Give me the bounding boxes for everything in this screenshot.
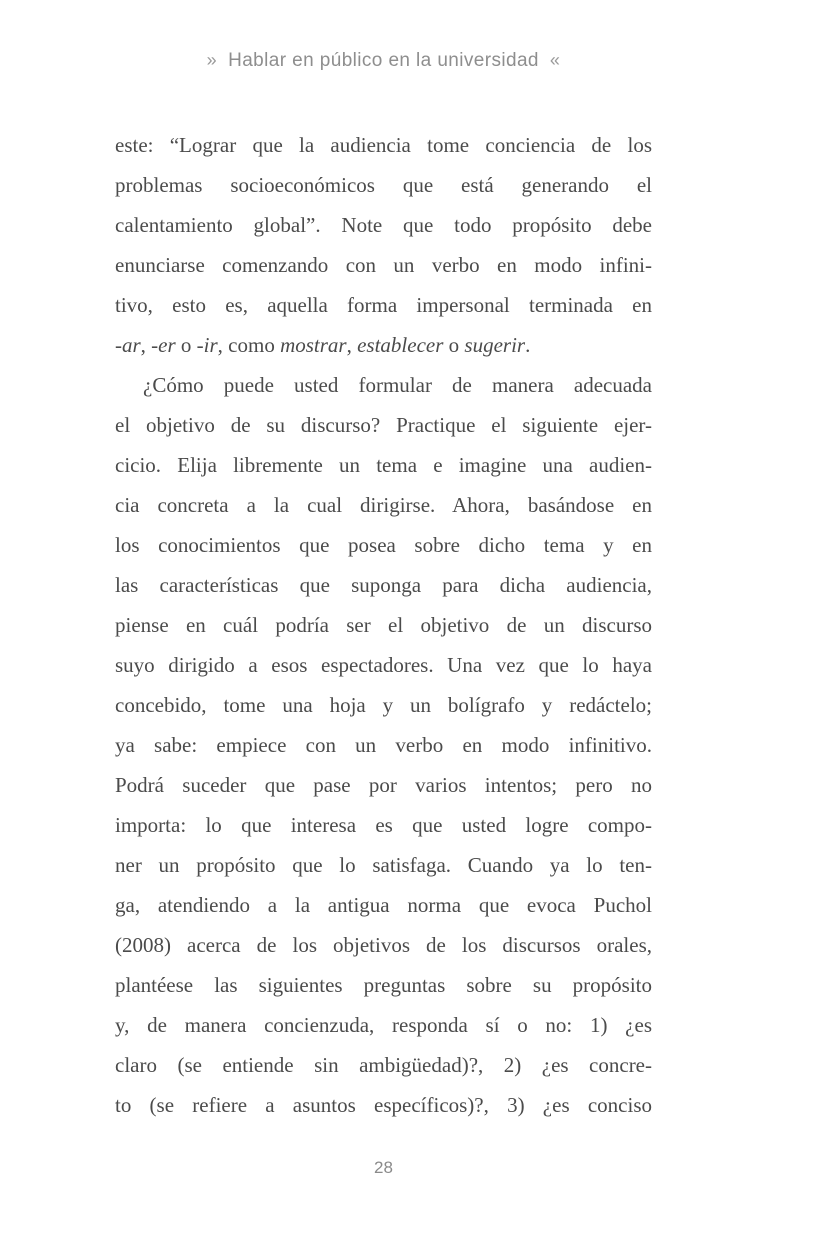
text-segment: concebido, tome una hoja y un bolígrafo y redáctelo;: [115, 693, 652, 717]
text-line: [115, 605, 652, 645]
body-text: [115, 125, 652, 1125]
text-line: [115, 765, 652, 805]
text-line: [115, 805, 652, 845]
text-segment: este: “Lograr que la audiencia tome conciencia de los: [115, 133, 652, 157]
text-line: [115, 845, 652, 885]
text-line: [115, 405, 652, 445]
text-line: [115, 205, 652, 245]
text-line: [115, 645, 652, 685]
text-segment: ¿Cómo puede usted formular de manera adecuada: [143, 373, 652, 397]
text-segment: cia concreta a la cual dirigirse. Ahora, basándose en: [115, 493, 652, 517]
text-line: [115, 365, 652, 405]
text-segment: y, de manera concienzuda, responda sí o no: 1) ¿es: [115, 1013, 652, 1037]
text-line: [115, 885, 652, 925]
text-segment: .: [525, 333, 531, 357]
text-line: [115, 445, 652, 485]
text-segment: Podrá suceder que pase por varios intentos; pero no: [115, 773, 652, 797]
text-segment: ya sabe: empiece con un verbo en modo infinitivo.: [115, 733, 652, 757]
text-line: [115, 965, 652, 1005]
text-line: [115, 1085, 652, 1125]
italic-text-segment: -er: [151, 333, 176, 357]
text-segment: tivo, esto es, aquella forma impersonal terminada en: [115, 293, 652, 317]
text-segment: claro (se entiende sin ambigüedad)?, 2) ¿es concre-: [115, 1053, 652, 1077]
text-segment: problemas socioeconómicos que está generando el: [115, 173, 652, 197]
italic-text-segment: establecer: [357, 333, 444, 357]
text-segment: el objetivo de su discurso? Practique el siguiente ejer-: [115, 413, 652, 437]
paragraph: [115, 125, 652, 365]
text-line: [115, 725, 652, 765]
text-segment: ,: [346, 333, 358, 357]
header-left-guillemet-icon: »: [206, 50, 218, 70]
italic-text-segment: mostrar: [280, 333, 347, 357]
text-segment: cicio. Elija libremente un tema e imagine una audien-: [115, 453, 652, 477]
text-line: [115, 165, 652, 205]
text-segment: calentamiento global”. Note que todo propósito debe: [115, 213, 652, 237]
text-segment: (2008) acerca de los objetivos de los discursos orales,: [115, 933, 652, 957]
text-segment: importa: lo que interesa es que usted logre compo-: [115, 813, 652, 837]
text-segment: o: [175, 333, 197, 357]
text-segment: ner un propósito que lo satisfaga. Cuando ya lo ten-: [115, 853, 652, 877]
italic-text-segment: -ir: [196, 333, 218, 357]
text-segment: to (se refiere a asuntos específicos)?, 3) ¿es conciso: [115, 1093, 652, 1117]
text-line: [115, 285, 652, 325]
text-segment: suyo dirigido a esos espectadores. Una vez que lo haya: [115, 653, 652, 677]
text-line: [115, 325, 652, 365]
running-header-title: Hablar en público en la universidad: [228, 50, 539, 71]
text-segment: plantéese las siguientes preguntas sobre su propósito: [115, 973, 652, 997]
italic-text-segment: sugerir: [464, 333, 526, 357]
italic-text-segment: -ar: [115, 333, 141, 357]
text-line: [115, 1005, 652, 1045]
text-segment: piense en cuál podría ser el objetivo de un discurso: [115, 613, 652, 637]
text-segment: enunciarse comenzando con un verbo en modo infini-: [115, 253, 652, 277]
page-number: 28: [374, 1158, 393, 1177]
header-right-guillemet-icon: «: [549, 50, 561, 70]
text-line: [115, 925, 652, 965]
running-header: [115, 50, 652, 72]
text-segment: o: [443, 333, 465, 357]
text-segment: las características que suponga para dicha audiencia,: [115, 573, 652, 597]
text-line: [115, 565, 652, 605]
text-segment: ,: [140, 333, 152, 357]
text-segment: los conocimientos que posea sobre dicho tema y en: [115, 533, 652, 557]
paragraph: [115, 365, 652, 1125]
text-line: [115, 245, 652, 285]
text-line: [115, 1045, 652, 1085]
text-segment: , como: [217, 333, 281, 357]
text-line: [115, 125, 652, 165]
text-line: [115, 525, 652, 565]
text-segment: ga, atendiendo a la antigua norma que evoca Puchol: [115, 893, 652, 917]
text-line: [115, 685, 652, 725]
text-line: [115, 485, 652, 525]
